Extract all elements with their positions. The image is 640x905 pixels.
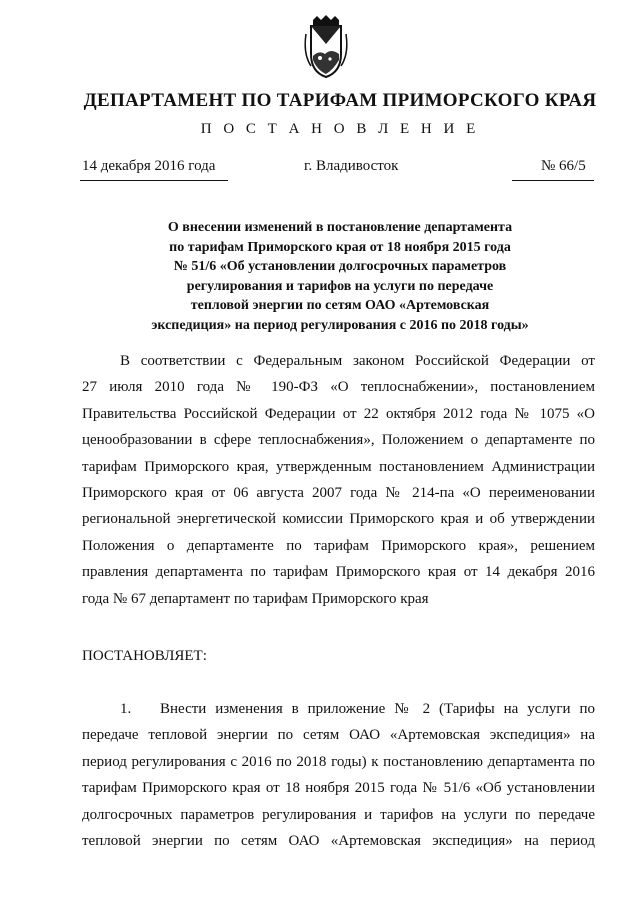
item-1-line: тепловой энергии по сетям ОАО «Артемовская экспедиция» на период	[82, 833, 595, 850]
item-1-number: 1.	[120, 701, 132, 717]
item-1-paragraph	[82, 696, 595, 854]
document-type: П О С Т А Н О В Л Е Н И Е	[200, 121, 480, 137]
resolves-heading: ПОСТАНОВЛЯЕТ:	[82, 648, 207, 664]
preamble-line: года № 67 департамент по тарифам Приморского края	[82, 590, 429, 607]
preamble-line: Правительства Российской Федерации от 22 октября 2012 года № 1075 «О	[82, 405, 595, 422]
preamble-line: Положения о департаменте по тарифам Приморского края», решением	[82, 537, 595, 554]
document-date: 14 декабря 2016 года	[82, 158, 216, 174]
item-1-line: долгосрочных параметров регулирования и тарифов на услуги по передаче	[82, 806, 595, 823]
title-line: экспедиция» на период регулирования с 2016 по 2018 годы»	[151, 317, 529, 333]
preamble-line: региональной энергетической комиссии Приморского края и об утверждении	[82, 511, 595, 528]
item-1-line: тарифам Приморского края от 18 ноября 2015 года № 51/6 «Об установлении	[82, 780, 595, 797]
date-underline	[80, 180, 228, 181]
document-title	[100, 218, 580, 336]
title-line: тепловой энергии по сетям ОАО «Артемовская	[190, 298, 490, 314]
item-1-line: передаче тепловой энергии по сетям ОАО «Артемовская экспедиция» на	[82, 727, 595, 744]
preamble-line: тарифам Приморского края, утвержденным постановлением Администрации	[82, 458, 595, 475]
department-name: ДЕПАРТАМЕНТ ПО ТАРИФАМ ПРИМОРСКОГО КРАЯ	[83, 90, 597, 111]
title-line: регулирования и тарифов на услуги по передаче	[186, 278, 494, 294]
item-1-first-line	[82, 696, 595, 722]
preamble-line: Приморского края от 06 августа 2007 года № 214-па «О переименовании	[82, 485, 595, 502]
preamble-line: 27 июля 2010 года № 190-ФЗ «О теплоснабжении», постановлением	[82, 379, 595, 396]
number-underline	[512, 180, 594, 181]
preamble-line: В соответствии с Федеральным законом Российской Федерации от	[120, 353, 595, 369]
coat-of-arms-emblem	[303, 14, 349, 80]
preamble-line: ценообразовании в сфере теплоснабжения», Положением о департаменте по	[82, 432, 595, 449]
preamble-paragraph	[82, 348, 595, 612]
document-city: г. Владивосток	[304, 158, 399, 174]
item-1-line: период регулирования с 2016 по 2018 годы) к постановлению департамента по	[82, 753, 595, 770]
preamble-line: правления департамента по тарифам Приморского края от 14 декабря 2016	[82, 564, 595, 581]
title-line: О внесении изменений в постановление департамента	[167, 220, 513, 235]
title-line: по тарифам Приморского края от 18 ноября 2015 года	[169, 239, 511, 255]
item-1-first-text: Внести изменения в приложение № 2 (Тарифы на услуги по	[160, 701, 595, 717]
document-number: № 66/5	[541, 158, 586, 174]
title-line: № 51/6 «Об установлении долгосрочных параметров	[173, 259, 507, 275]
